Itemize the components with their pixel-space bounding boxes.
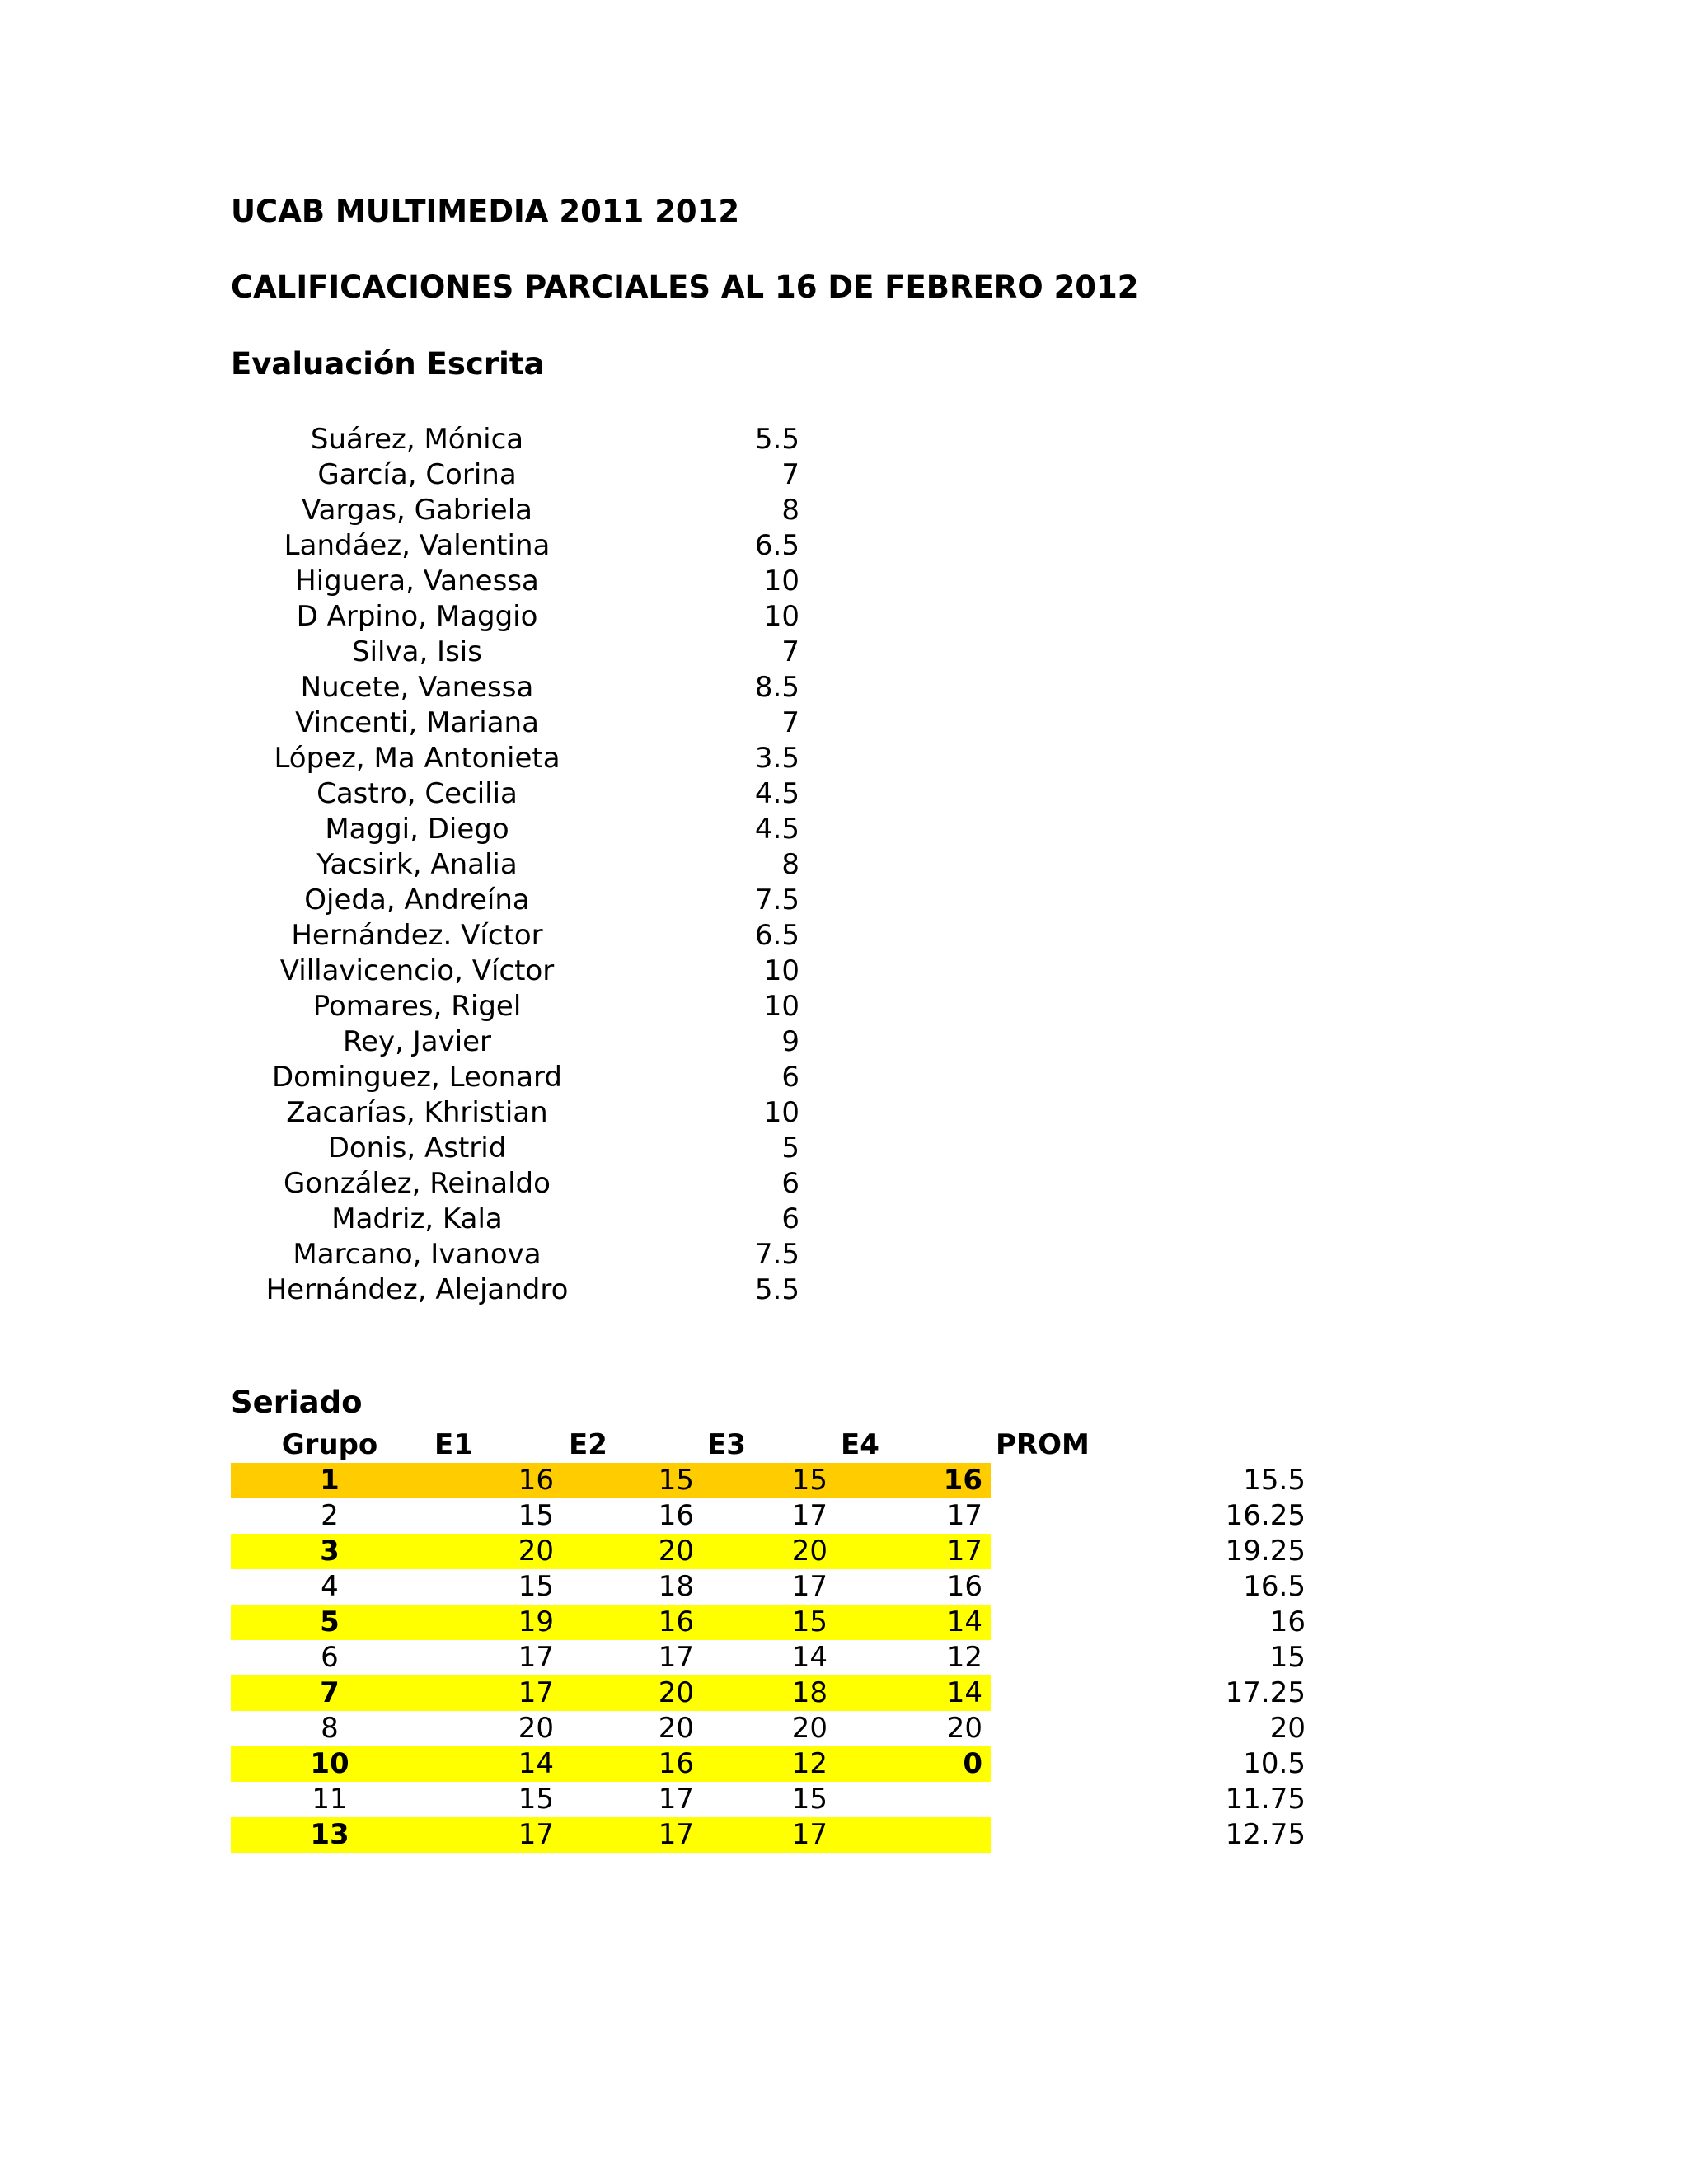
student-grade: 10 (763, 990, 799, 1023)
student-grade: 8.5 (754, 671, 799, 704)
student-name: Hernández, Alejandro (265, 1273, 569, 1306)
student-grade: 6 (781, 1202, 799, 1235)
e4-cell: 17 (946, 1499, 982, 1532)
student-name: Nucete, Vanessa (300, 671, 534, 704)
e3-cell: 15 (791, 1464, 828, 1497)
e3-cell: 17 (791, 1499, 828, 1532)
e2-cell: 16 (658, 1747, 694, 1780)
written-row (247, 989, 824, 1024)
student-grade: 10 (763, 600, 799, 633)
e4-cell: 14 (946, 1605, 982, 1638)
e2-cell: 17 (658, 1641, 694, 1674)
student-grade: 6 (781, 1167, 799, 1200)
prom-cell: 10.5 (1243, 1747, 1306, 1780)
seriado-row (231, 1534, 1306, 1569)
e2-cell: 17 (658, 1818, 694, 1851)
e1-cell: 17 (518, 1676, 554, 1709)
student-grade: 7 (781, 458, 799, 491)
header-e2: E2 (569, 1428, 607, 1461)
seriado-row (231, 1746, 1306, 1782)
written-row (247, 1024, 824, 1060)
written-row (247, 1237, 824, 1272)
prom-cell: 15.5 (1243, 1464, 1306, 1497)
seriado-row (231, 1675, 1306, 1711)
written-row (247, 776, 824, 812)
e3-cell: 20 (791, 1535, 828, 1568)
group-cell: 11 (312, 1783, 348, 1816)
student-grade: 7.5 (754, 1238, 799, 1271)
e3-cell: 17 (791, 1570, 828, 1603)
student-name: Zacarías, Khristian (286, 1096, 548, 1129)
e4-cell (900, 1817, 982, 1853)
written-row (247, 1202, 824, 1237)
student-name: Pomares, Rigel (312, 990, 522, 1023)
e3-cell: 17 (791, 1818, 828, 1851)
student-grade: 7 (781, 635, 799, 668)
seriado-header-row (231, 1427, 1154, 1463)
written-row (247, 1166, 824, 1202)
student-name: Suárez, Mónica (310, 423, 524, 456)
e2-cell: 17 (658, 1783, 694, 1816)
seriado-row (231, 1498, 1306, 1534)
seriado-row (231, 1569, 1306, 1605)
e1-cell: 15 (518, 1783, 554, 1816)
e2-cell: 18 (658, 1570, 694, 1603)
group-cell: 6 (321, 1641, 339, 1674)
student-grade: 7.5 (754, 883, 799, 916)
e1-cell: 16 (518, 1464, 554, 1497)
student-name: Yacsirk, Analia (316, 848, 518, 881)
group-cell: 8 (321, 1712, 339, 1745)
seriado-row (231, 1711, 1306, 1746)
prom-cell: 20 (1269, 1712, 1306, 1745)
student-grade: 6.5 (754, 529, 799, 562)
student-name: Madriz, Kala (331, 1202, 503, 1235)
student-name: Donis, Astrid (327, 1132, 507, 1165)
prom-cell: 15 (1269, 1641, 1306, 1674)
e1-cell: 14 (518, 1747, 554, 1780)
student-grade: 7 (781, 706, 799, 739)
seriado-row (231, 1782, 1306, 1817)
e1-cell: 19 (518, 1605, 554, 1638)
written-row (247, 670, 824, 705)
written-row (247, 918, 824, 954)
e4-cell: 16 (946, 1570, 982, 1603)
written-grades-list (247, 422, 824, 1308)
written-row (247, 422, 824, 457)
prom-cell: 11.75 (1225, 1783, 1306, 1816)
prom-cell: 16 (1269, 1605, 1306, 1638)
e4-cell: 17 (946, 1535, 982, 1568)
e3-cell: 18 (791, 1676, 828, 1709)
e4-cell: 16 (943, 1464, 982, 1497)
written-row (247, 528, 824, 564)
header-e1: E1 (434, 1428, 473, 1461)
header-prom: PROM (996, 1428, 1090, 1461)
student-grade: 6.5 (754, 919, 799, 952)
student-name: Hernández. Víctor (291, 919, 543, 952)
header-e4: E4 (841, 1428, 879, 1461)
written-row (247, 1272, 824, 1308)
seriado-row (231, 1605, 1306, 1640)
student-name: Landáez, Valentina (284, 529, 551, 562)
seriado-row (231, 1463, 1306, 1498)
prom-cell: 16.5 (1243, 1570, 1306, 1603)
student-name: Castro, Cecilia (316, 777, 518, 810)
written-row (247, 705, 824, 741)
written-row (247, 1131, 824, 1166)
group-cell: 2 (321, 1499, 339, 1532)
student-name: Vincenti, Mariana (295, 706, 539, 739)
e2-cell: 15 (658, 1464, 694, 1497)
e1-cell: 20 (518, 1712, 554, 1745)
e2-cell: 20 (658, 1535, 694, 1568)
e3-cell: 15 (791, 1783, 828, 1816)
student-name: Vargas, Gabriela (302, 494, 532, 527)
prom-cell: 17.25 (1225, 1676, 1306, 1709)
seriado-section-title: Seriado (231, 1385, 363, 1420)
document-title: UCAB MULTIMEDIA 2011 2012 (231, 194, 740, 229)
group-cell: 4 (321, 1570, 339, 1603)
written-section-title: Evaluación Escrita (231, 346, 545, 382)
written-row (247, 493, 824, 528)
student-grade: 5.5 (754, 423, 799, 456)
document-subtitle: CALIFICACIONES PARCIALES AL 16 DE FEBRERO 2012 (231, 269, 1139, 305)
written-row (247, 1095, 824, 1131)
written-row (247, 564, 824, 599)
student-name: Villavicencio, Víctor (279, 954, 555, 987)
student-grade: 10 (763, 954, 799, 987)
group-cell: 1 (320, 1464, 340, 1497)
student-grade: 10 (763, 565, 799, 598)
student-name: García, Corina (317, 458, 517, 491)
written-row (247, 599, 824, 635)
student-grade: 8 (781, 494, 799, 527)
e1-cell: 15 (518, 1499, 554, 1532)
student-name: Higuera, Vanessa (295, 565, 539, 598)
e4-cell: 12 (946, 1641, 982, 1674)
written-row (247, 847, 824, 883)
e4-cell: 20 (946, 1712, 982, 1745)
group-cell: 10 (310, 1747, 349, 1780)
student-name: Rey, Javier (342, 1025, 492, 1058)
e2-cell: 20 (658, 1676, 694, 1709)
student-grade: 9 (781, 1025, 799, 1058)
e3-cell: 20 (791, 1712, 828, 1745)
e2-cell: 20 (658, 1712, 694, 1745)
student-name: D Arpino, Maggio (296, 600, 538, 633)
seriado-body (231, 1463, 1306, 1853)
written-row (247, 954, 824, 989)
student-grade: 5.5 (754, 1273, 799, 1306)
e3-cell: 12 (791, 1747, 828, 1780)
prom-cell: 19.25 (1225, 1535, 1306, 1568)
seriado-table (231, 1427, 1306, 1853)
written-row (247, 741, 824, 776)
student-name: Silva, Isis (352, 635, 482, 668)
written-row (247, 635, 824, 670)
student-grade: 5 (781, 1132, 799, 1165)
written-row (247, 457, 824, 493)
student-name: Maggi, Diego (325, 813, 509, 846)
prom-cell: 12.75 (1225, 1818, 1306, 1851)
student-name: Dominguez, Leonard (271, 1061, 563, 1094)
student-name: González, Reinaldo (284, 1167, 551, 1200)
seriado-row (231, 1817, 1306, 1853)
e1-cell: 15 (518, 1570, 554, 1603)
e4-cell: 0 (963, 1747, 982, 1780)
e1-cell: 20 (518, 1535, 554, 1568)
header-group: Grupo (281, 1428, 378, 1461)
header-e3: E3 (707, 1428, 746, 1461)
e4-cell: 14 (946, 1676, 982, 1709)
e1-cell: 17 (518, 1818, 554, 1851)
group-cell: 13 (310, 1818, 349, 1851)
student-name: López, Ma Antonieta (274, 742, 560, 775)
e1-cell: 17 (518, 1641, 554, 1674)
student-grade: 8 (781, 848, 799, 881)
e3-cell: 14 (791, 1641, 828, 1674)
student-name: Marcano, Ivanova (293, 1238, 542, 1271)
group-cell: 7 (320, 1676, 340, 1709)
prom-cell: 16.25 (1225, 1499, 1306, 1532)
student-grade: 10 (763, 1096, 799, 1129)
e2-cell: 16 (658, 1605, 694, 1638)
e2-cell: 16 (658, 1499, 694, 1532)
group-cell: 5 (320, 1605, 340, 1638)
student-grade: 4.5 (754, 813, 799, 846)
written-row (247, 1060, 824, 1095)
written-row (247, 883, 824, 918)
written-row (247, 812, 824, 847)
e3-cell: 15 (791, 1605, 828, 1638)
group-cell: 3 (320, 1535, 340, 1568)
e4-cell (900, 1782, 982, 1817)
student-grade: 6 (781, 1061, 799, 1094)
student-name: Ojeda, Andreína (304, 883, 530, 916)
student-grade: 4.5 (754, 777, 799, 810)
seriado-row (231, 1640, 1306, 1675)
student-grade: 3.5 (754, 742, 799, 775)
